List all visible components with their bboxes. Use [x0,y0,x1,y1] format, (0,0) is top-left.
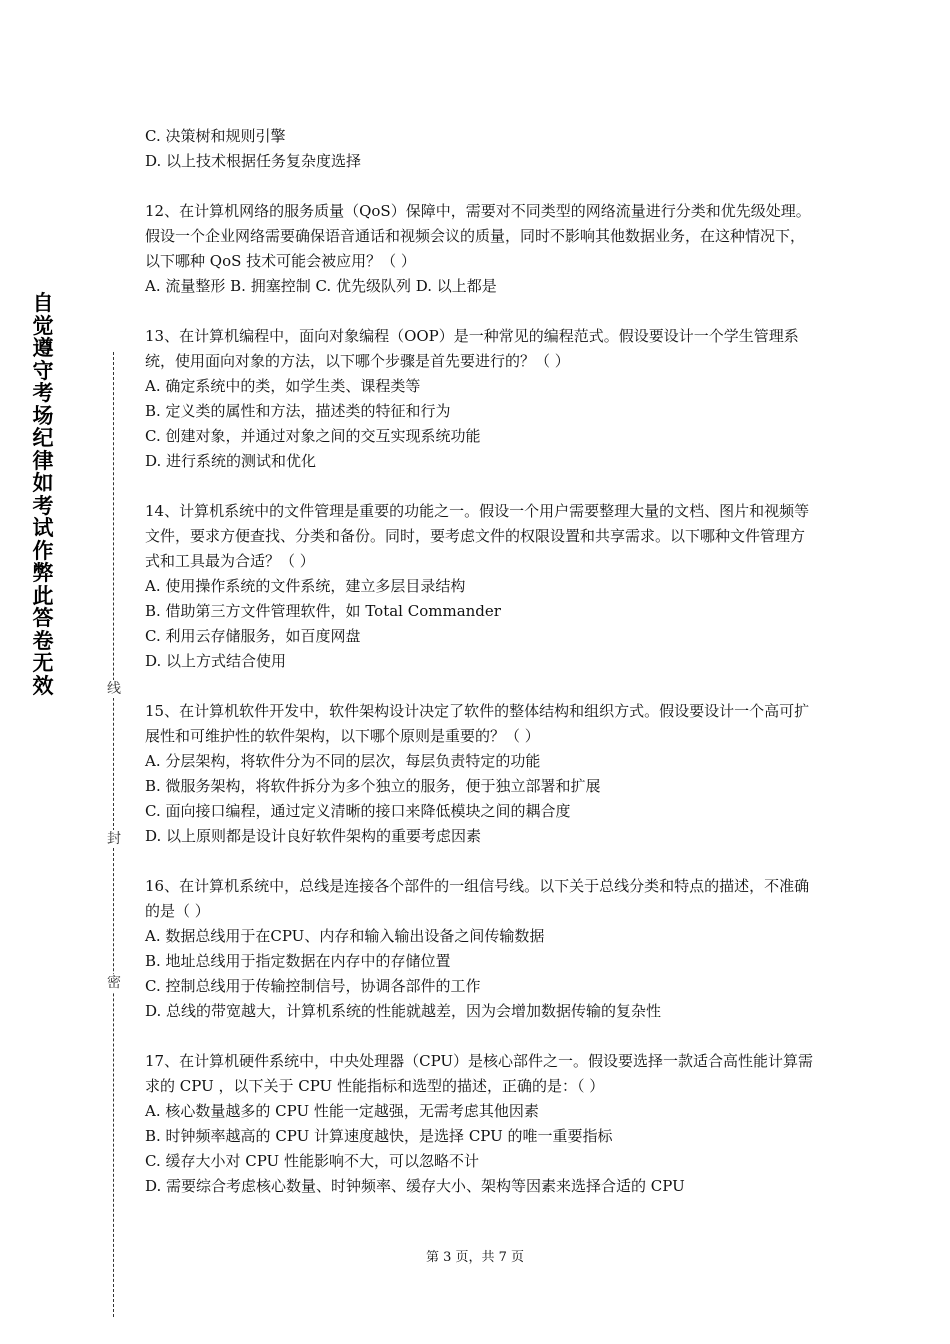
option-b: B. 地址总线用于指定数据在内存中的存储位置 [145,952,451,970]
binding-label-secret: 密 [107,975,121,991]
option-d: D. 总线的带宽越大，计算机系统的性能就越差，因为会增加数据传输的复杂性 [145,1002,662,1020]
option-a: A. 分层架构，将软件分为不同的层次，每层负责特定的功能 [145,752,541,770]
binding-label-line: 线 [107,681,121,697]
question-stem: 14、计算机系统中的文件管理是重要的功能之一。假设一个用户需要整理大量的文档、图片和视频等文件，要求方便查找、分类和备份。同时，要考虑文件的权限设置和共享需求。以下哪种文件管理方式和工具最为合适？（ ） [145,502,810,570]
option-d: D. 以上技术根据任务复杂度选择 [145,152,362,170]
option-b: B. 时钟频率越高的 CPU 计算速度越快，是选择 CPU 的唯一重要指标 [145,1127,613,1145]
question-17 [145,1049,817,1199]
option-c: C. 面向接口编程，通过定义清晰的接口来降低模块之间的耦合度 [145,802,571,820]
option-c: C. 决策树和规则引擎 [145,127,286,145]
option-c: C. 利用云存储服务，如百度网盘 [145,627,361,645]
option-c: C. 缓存大小对 CPU 性能影响不大，可以忽略不计 [145,1152,479,1170]
option-b: B. 借助第三方文件管理软件，如 Total Commander [145,602,501,620]
option-a: A. 使用操作系统的文件系统，建立多层目录结构 [145,577,466,595]
question-list [145,124,817,1224]
option-d: D. 进行系统的测试和优化 [145,452,317,470]
question-stem: 16、在计算机系统中，总线是连接各个部件的一组信号线。以下关于总线分类和特点的描述，不准确的是（ ） [145,877,810,920]
question-16 [145,874,817,1024]
question-14 [145,499,817,674]
option-b: B. 微服务架构，将软件拆分为多个独立的服务，便于独立部署和扩展 [145,777,601,795]
question-13 [145,324,817,474]
option-d: D. 需要综合考虑核心数量、时钟频率、缓存大小、架构等因素来选择合适的 CPU [145,1177,685,1195]
option-d: D. 以上方式结合使用 [145,652,287,670]
option-a: A. 核心数量越多的 CPU 性能一定越强，无需考虑其他因素 [145,1102,539,1120]
question-11-continued [145,124,817,174]
option-b: B. 定义类的属性和方法，描述类的特征和行为 [145,402,451,420]
exam-discipline-notice: 自觉遵守考场纪律如考试作弊此答卷无效 [32,291,54,698]
page-number: 第 3 页，共 7 页 [425,1250,525,1265]
question-stem: 13、在计算机编程中，面向对象编程（OOP）是一种常见的编程范式。假设要设计一个学生管理系统，使用面向对象的方法，以下哪个步骤是首先要进行的？（ ） [145,327,799,370]
option-line: A. 流量整形 B. 拥塞控制 C. 优先级队列 D. 以上都是 [145,277,497,295]
option-c: C. 控制总线用于传输控制信号，协调各部件的工作 [145,977,481,995]
question-stem: 12、在计算机网络的服务质量（QoS）保障中，需要对不同类型的网络流量进行分类和优先级处理。假设一个企业网络需要确保语音通话和视频会议的质量，同时不影响其他数据业务，在这种情况下，以下哪种 QoS 技术可能会被应用？（ ） [145,202,811,270]
option-c: C. 创建对象，并通过对象之间的交互实现系统功能 [145,427,481,445]
question-15 [145,699,817,849]
question-12 [145,199,817,299]
option-d: D. 以上原则都是设计良好软件架构的重要考虑因素 [145,827,482,845]
question-stem: 15、在计算机软件开发中，软件架构设计决定了软件的整体结构和组织方式。假设要设计一个高可扩展性和可维护性的软件架构，以下哪个原则是重要的？（ ） [145,702,810,745]
binding-label-seal: 封 [107,831,121,847]
option-a: A. 确定系统中的类，如学生类、课程类等 [145,377,421,395]
question-stem: 17、在计算机硬件系统中，中央处理器（CPU）是核心部件之一。假设要选择一款适合高性能计算需求的 CPU ，以下关于 CPU 性能指标和选型的描述，正确的是：（ ） [145,1052,814,1095]
option-a: A. 数据总线用于在CPU、内存和输入输出设备之间传输数据 [145,927,545,945]
